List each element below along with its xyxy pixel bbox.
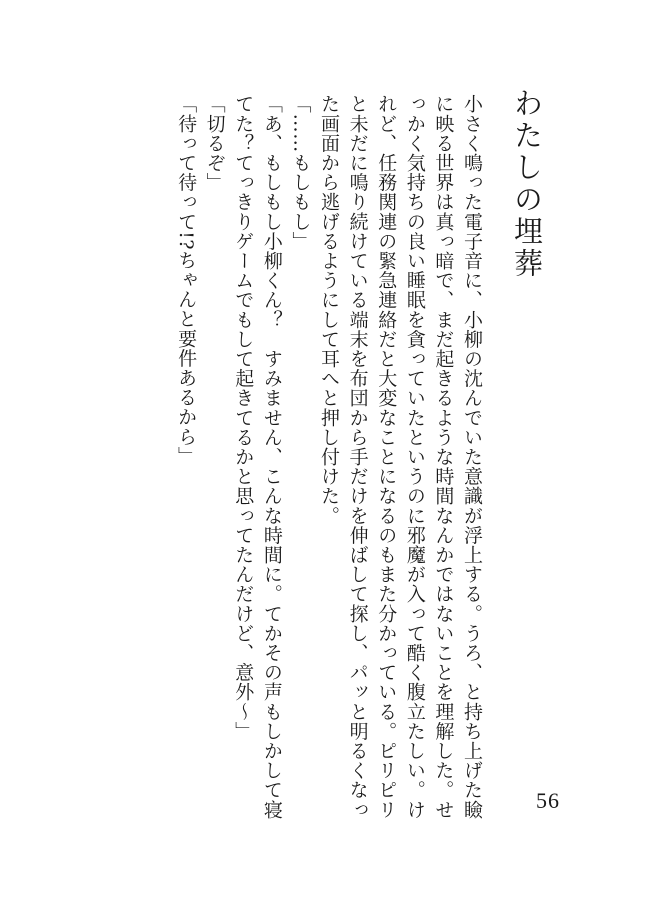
paragraph: 「切るぞ」	[203, 94, 226, 192]
body-text	[171, 94, 486, 824]
page-number: 56	[536, 788, 560, 813]
paragraph: 小さく鳴った電子音に、小柳の沈んでいた意識が浮上する。うろ、と持ち上げた瞼に映る世界は真っ暗で、まだ起きるような時間なんかではないことを理解した。せっかく気持ちの良い睡眠を貪っていたというのに邪魔が入って酷く腹立たしい。けれど、任務関連の緊急連絡だと大変なことになるのもまた分かっている。ピリピリと未だに鳴り続けている端末を布団から手だけを伸ばして探し、パッと明るくなった画面から逃げるようにして耳へと押し付けた。	[318, 94, 483, 820]
paragraph: 「待って待って!?ちゃんと要件あるから」	[175, 94, 198, 466]
paragraph: 「……もしもし」	[289, 94, 312, 251]
paragraph: 「あ、もしもし小柳くん？ すみません、こんな時間に。てかその声もしかして寝てた？てっきりゲームでもして起きてるかと思ってたんだけど、意外〜」	[232, 94, 283, 820]
chapter-title: わたしの埋葬	[510, 88, 544, 280]
